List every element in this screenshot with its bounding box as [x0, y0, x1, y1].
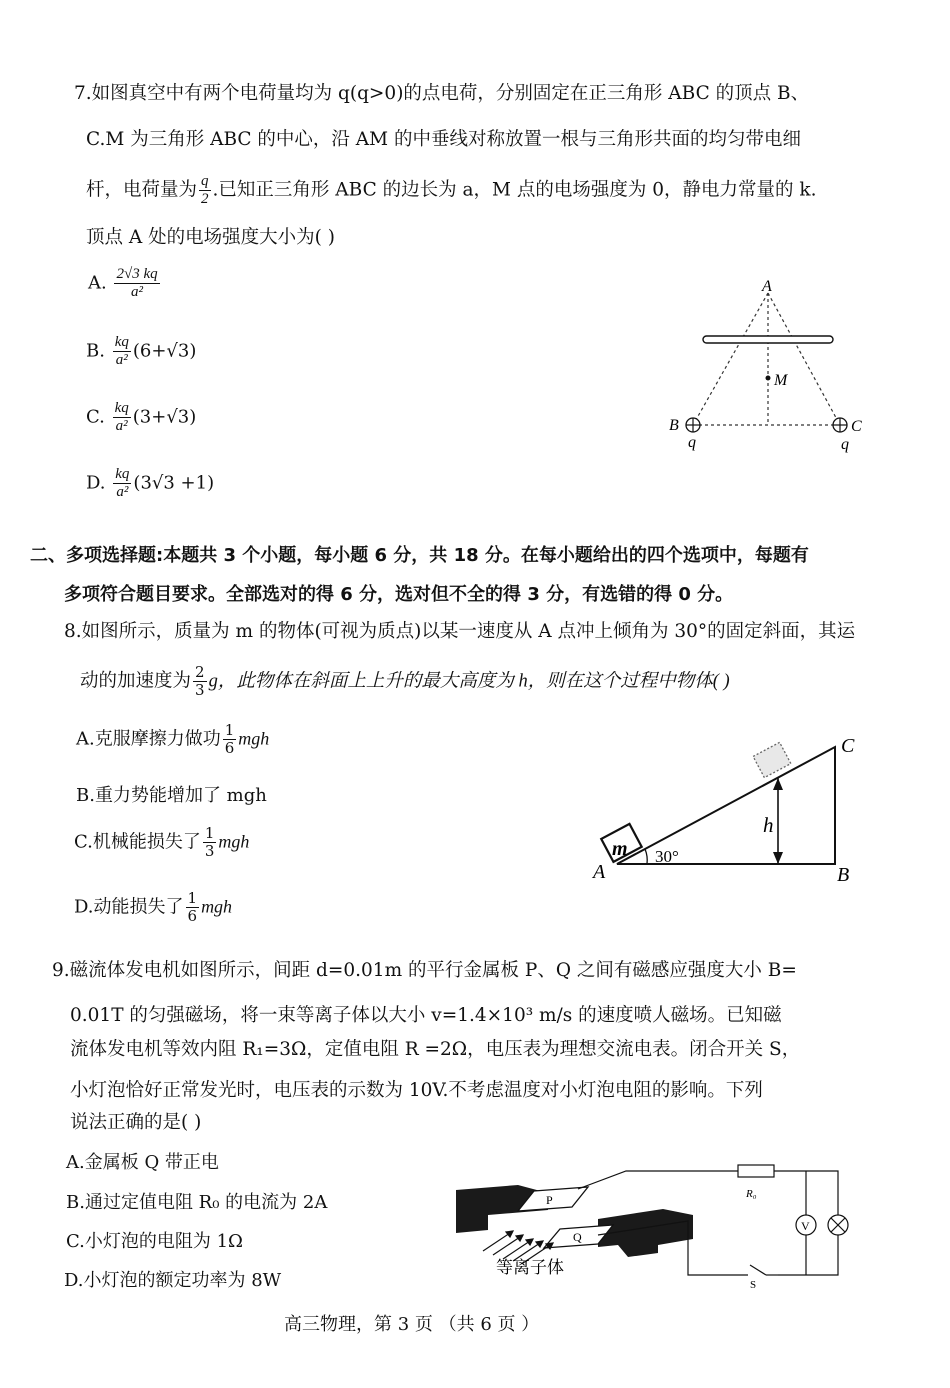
label-plasma: 等离子体	[496, 1258, 564, 1277]
q9-generator-figure	[448, 1155, 868, 1290]
q9-option-d: D.小灯泡的额定功率为 8W	[64, 1270, 282, 1291]
q8-option-b: B.重力势能增加了 mgh	[76, 785, 267, 806]
q7-fraction: $\frac{q}{2}$	[201, 173, 209, 207]
section2-line2: 多项符合题目要求。全部选对的得 6 分，选对但不全的得 3 分，有选错的得 0 分。	[64, 584, 734, 605]
q9-line4: 小灯泡恰好正常发光时，电压表的示数为 10V.不考虑温度对小灯泡电阻的影响。下列	[70, 1080, 763, 1101]
q8-line1: 8.如图所示，质量为 m 的物体(可视为质点)以某一速度从 A 点冲上倾角为 30°的固定斜面，其运	[64, 621, 856, 642]
q8-incline-figure	[585, 728, 875, 890]
resistor-r0	[738, 1165, 774, 1177]
section2-line1: 二、多项选择题:本题共 3 个小题，每小题 6 分，共 18 分。在每小题给出的四个选项中，每题有	[30, 545, 809, 566]
label-m: M	[774, 372, 788, 389]
q7-option-a: A. $\frac{2√3 kq}{\text{a²}}$	[88, 266, 158, 300]
q7-option-b: B. $\frac{kq}{\text{a²}}$ (6+√3)	[86, 334, 197, 368]
page-footer: 高三物理，第 3 页 （共 6 页 ）	[284, 1314, 540, 1335]
label-qb: q	[688, 434, 696, 451]
label-a: A	[762, 278, 772, 295]
q9-option-b: B.通过定值电阻 R₀ 的电流为 2A	[66, 1192, 328, 1213]
q8-line2: 动的加速度为 $\frac{2}{3}$ g，此物体在斜面上上升的最大高度为 h，则在这个过程中物体( )	[80, 663, 730, 699]
q8-fraction: $\frac{2}{3}$	[195, 663, 205, 699]
q7-line2: C.M 为三角形 ABC 的中心，沿 AM 的中垂线对称放置一根与三角形共面的均匀带电细	[86, 129, 801, 150]
q7-option-d: D. $\frac{kq}{\text{a²}}$ (3√3 +1)	[86, 466, 215, 500]
q9-line5: 说法正确的是( )	[70, 1112, 202, 1133]
center-point-m	[766, 376, 771, 381]
wire-top	[578, 1171, 738, 1189]
label-v: V	[801, 1219, 810, 1233]
label-r0: R₀	[746, 1188, 757, 1200]
q9-line3: 流体发电机等效内阻 R₁=3Ω，定值电阻 R =2Ω，电压表为理想交流电表。闭合开关 S，	[70, 1039, 801, 1060]
label-s: S	[750, 1279, 757, 1290]
label-b: B	[837, 864, 850, 886]
q9-line2: 0.01T 的匀强磁场，将一束等离子体以大小 v=1.4×10³ m/s 的速度喷人磁场。已知磁	[70, 1005, 782, 1026]
q9-line1: 9.磁流体发电机如图所示，间距 d=0.01m 的平行金属板 P、Q 之间有磁感应强度大小 B=	[52, 960, 797, 981]
q9-option-a: A.金属板 Q 带正电	[66, 1152, 219, 1173]
q8-option-c: C.机械能损失了 $\frac{1}{3}$ mgh	[74, 824, 250, 860]
switch-s	[750, 1265, 766, 1275]
side-ab	[693, 293, 768, 425]
q8-option-d: D.动能损失了 $\frac{1}{6}$ mgh	[74, 889, 233, 925]
side-ac	[768, 293, 840, 425]
label-m: m	[612, 838, 628, 860]
label-b: B	[669, 417, 679, 434]
label-angle: 30°	[655, 847, 679, 866]
label-c: C	[851, 418, 862, 435]
q8-option-a: A.克服摩擦力做功 $\frac{1}{6}$ mgh	[76, 721, 270, 757]
label-q: Q	[573, 1230, 582, 1244]
lamp-icon	[828, 1215, 848, 1235]
block-top-dashed	[753, 742, 791, 777]
charge-b-icon	[686, 418, 700, 432]
charge-c-icon	[833, 418, 847, 432]
q7-option-c: C. $\frac{kq}{\text{a²}}$ (3+√3)	[86, 400, 197, 434]
label-c: C	[841, 735, 855, 757]
q9-option-c: C.小灯泡的电阻为 1Ω	[66, 1231, 243, 1252]
charged-rod	[703, 336, 833, 343]
label-p: P	[546, 1193, 553, 1207]
label-h: h	[763, 813, 774, 837]
label-a: A	[593, 861, 606, 883]
q7-line3: 杆，电荷量为 $\frac{q}{2}$ .已知正三角形 ABC 的边长为 a，M 点的电场强度为 0，静电力常量的 k.	[86, 173, 817, 207]
q7-line4: 顶点 A 处的电场强度大小为( )	[86, 227, 335, 248]
q7-triangle-figure	[660, 275, 880, 460]
incline-triangle	[617, 747, 835, 864]
q7-line1: 7.如图真空中有两个电荷量均为 q(q>0)的点电荷，分别固定在正三角形 ABC 的顶点 B、	[74, 83, 810, 104]
label-qc: q	[841, 436, 849, 453]
